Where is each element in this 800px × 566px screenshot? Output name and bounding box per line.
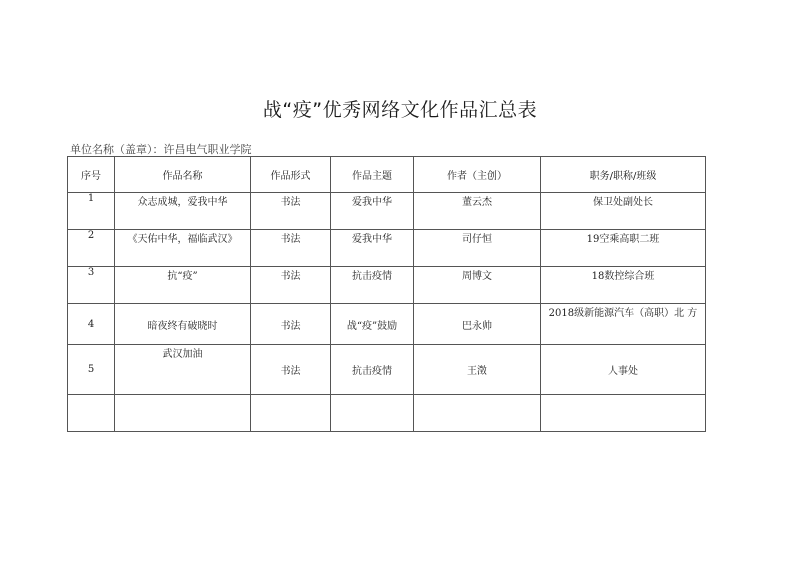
cell-work-form: 书法	[251, 267, 331, 304]
cell-author: 巴永帅	[414, 304, 541, 345]
cell-position	[541, 395, 706, 432]
cell-work-name: 武汉加油	[115, 345, 251, 395]
cell-author: 周博文	[414, 267, 541, 304]
cell-position: 19空乘高职二班	[541, 230, 706, 267]
header-author: 作者（主创）	[414, 157, 541, 193]
header-serial-number: 序号	[68, 157, 115, 193]
cell-serial-number: 3	[68, 267, 115, 304]
table-row	[68, 395, 706, 432]
cell-work-theme	[331, 395, 414, 432]
cell-work-name: 抗“疫”	[115, 267, 251, 304]
header-position: 职务/职称/班级	[541, 157, 706, 193]
table-row	[68, 267, 706, 304]
cell-author: 王澂	[414, 345, 541, 395]
cell-serial-number: 1	[68, 193, 115, 230]
cell-serial-number	[68, 395, 115, 432]
cell-work-name: 暗夜终有破晓时	[115, 304, 251, 345]
works-summary-table	[67, 156, 706, 432]
table-row	[68, 345, 706, 395]
table-row	[68, 304, 706, 345]
cell-serial-number: 2	[68, 230, 115, 267]
cell-work-theme: 爱我中华	[331, 230, 414, 267]
cell-position: 2018级新能源汽车（高职）北 方	[541, 304, 706, 345]
cell-position: 18数控综合班	[541, 267, 706, 304]
header-work-name: 作品名称	[115, 157, 251, 193]
cell-work-theme: 爱我中华	[331, 193, 414, 230]
cell-serial-number: 4	[68, 304, 115, 345]
unit-name-line: 单位名称（盖章）：许昌电气职业学院	[70, 143, 252, 156]
cell-work-form: 书法	[251, 230, 331, 267]
header-work-theme: 作品主题	[331, 157, 414, 193]
cell-work-name: 众志成城，爱我中华	[115, 193, 251, 230]
cell-author: 董云杰	[414, 193, 541, 230]
cell-work-form: 书法	[251, 193, 331, 230]
cell-work-form	[251, 395, 331, 432]
cell-work-theme: 抗击疫情	[331, 267, 414, 304]
cell-position: 保卫处副处长	[541, 193, 706, 230]
cell-work-name	[115, 395, 251, 432]
cell-serial-number: 5	[68, 345, 115, 395]
cell-author	[414, 395, 541, 432]
cell-work-theme: 抗击疫情	[331, 345, 414, 395]
cell-work-form: 书法	[251, 304, 331, 345]
cell-author: 司仔恒	[414, 230, 541, 267]
table-row	[68, 230, 706, 267]
cell-work-name: 《天佑中华，福临武汉》	[115, 230, 251, 267]
cell-work-form: 书法	[251, 345, 331, 395]
document-title: 战“疫”优秀网络文化作品汇总表	[262, 99, 538, 121]
table-row	[68, 193, 706, 230]
cell-position: 人事处	[541, 345, 706, 395]
cell-work-theme: 战“疫”鼓励	[331, 304, 414, 345]
table-header-row	[68, 157, 706, 193]
header-work-form: 作品形式	[251, 157, 331, 193]
